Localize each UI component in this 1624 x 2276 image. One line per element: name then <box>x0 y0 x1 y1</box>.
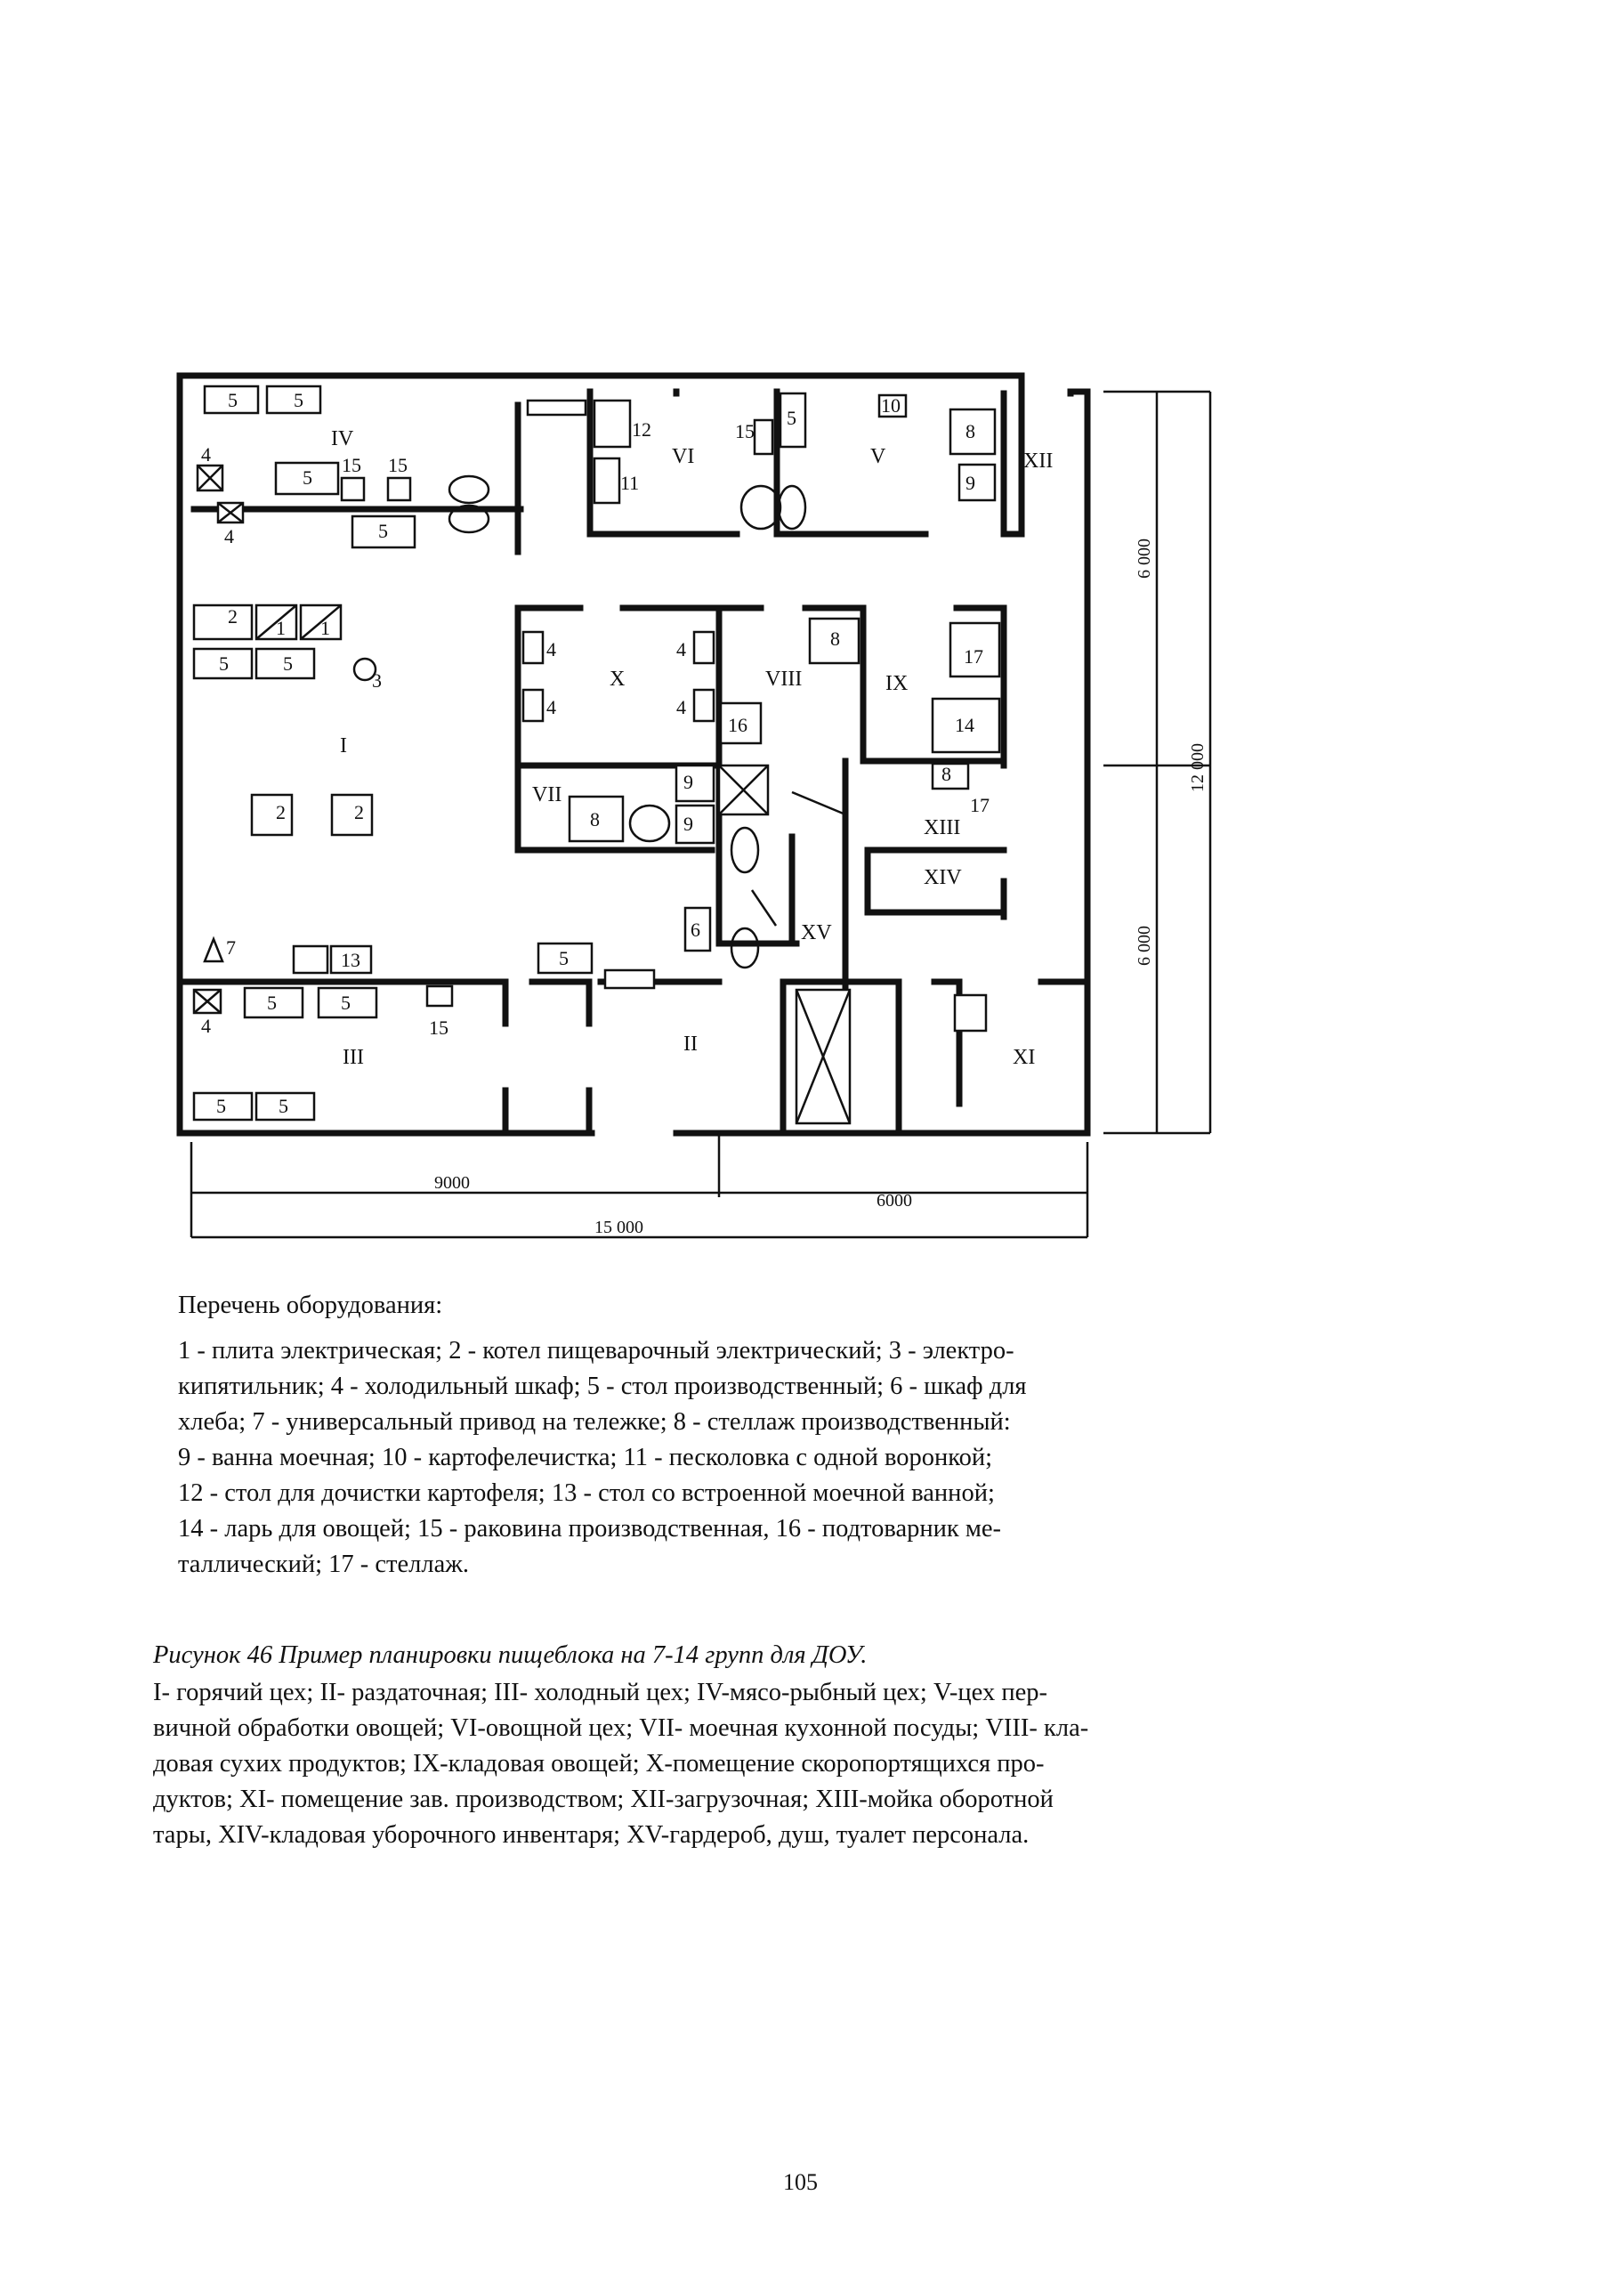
svg-text:17: 17 <box>970 794 990 816</box>
equipment-line: 1 - плита электрическая; 2 - котел пищеварочный электрический; 3 - электро- <box>178 1337 1014 1365</box>
svg-text:5: 5 <box>787 407 796 429</box>
svg-text:4: 4 <box>201 443 211 466</box>
svg-text:9: 9 <box>683 813 693 835</box>
svg-text:5: 5 <box>219 652 229 675</box>
svg-text:4: 4 <box>224 525 234 547</box>
figure-caption-legend <box>153 1675 1088 1853</box>
room-label: V <box>870 445 886 468</box>
equipment-list <box>178 1333 1027 1583</box>
svg-text:8: 8 <box>830 628 840 650</box>
svg-text:4: 4 <box>676 696 686 718</box>
svg-text:1: 1 <box>320 617 330 639</box>
dimension-label: 9000 <box>434 1173 470 1193</box>
svg-text:5: 5 <box>283 652 293 675</box>
svg-text:8: 8 <box>966 420 975 442</box>
svg-text:5: 5 <box>303 466 312 489</box>
svg-text:5: 5 <box>228 389 238 411</box>
room-label: I <box>340 734 347 757</box>
svg-text:2: 2 <box>228 605 238 628</box>
dimension-label: 15 000 <box>594 1218 643 1237</box>
svg-text:17: 17 <box>964 645 983 668</box>
room-label: IV <box>331 427 354 450</box>
room-label: XV <box>801 921 832 944</box>
equipment-line: 12 - стол для дочистки картофеля; 13 - стол со встроенной моечной ванной; <box>178 1479 995 1507</box>
interior-walls <box>180 392 1087 1133</box>
svg-text:3: 3 <box>372 669 382 692</box>
equipment-shapes <box>194 386 999 1123</box>
room-label: IX <box>885 672 909 695</box>
dimension-label: 12 000 <box>1188 743 1208 792</box>
dimension-label: 6000 <box>877 1191 912 1211</box>
svg-text:5: 5 <box>279 1095 288 1117</box>
caption-line: тары, XIV-кладовая уборочного инвентаря; XV-гардероб, душ, туалет персонала. <box>153 1821 1030 1849</box>
room-label: VI <box>672 445 695 468</box>
equipment-line: кипятильник; 4 - холодильный шкаф; 5 - стол производственный; 6 - шкаф для <box>178 1373 1027 1400</box>
svg-text:2: 2 <box>276 801 286 823</box>
svg-text:15: 15 <box>388 454 408 476</box>
svg-text:5: 5 <box>294 389 303 411</box>
svg-text:13: 13 <box>341 949 360 971</box>
equipment-line: 9 - ванна моечная; 10 - картофелечистка; 11 - песколовка с одной воронкой; <box>178 1444 993 1471</box>
svg-text:4: 4 <box>546 638 556 660</box>
room-label: XIII <box>924 816 961 839</box>
svg-text:8: 8 <box>941 763 951 785</box>
room-label: III <box>343 1046 364 1069</box>
svg-text:16: 16 <box>728 714 747 736</box>
equipment-line: хлеба; 7 - универсальный привод на тележке; 8 - стеллаж производственный: <box>178 1408 1011 1436</box>
room-label: XII <box>1023 450 1054 473</box>
svg-text:11: 11 <box>620 472 640 494</box>
svg-text:15: 15 <box>735 420 755 442</box>
svg-text:4: 4 <box>546 696 556 718</box>
svg-text:5: 5 <box>341 992 351 1014</box>
caption-line: I- горячий цех; II- раздаточная; III- холодный цех; IV-мясо-рыбный цех; V-цех пер- <box>153 1679 1047 1706</box>
equipment-line: 14 - ларь для овощей; 15 - раковина производственная, 16 - подтоварник ме- <box>178 1515 1002 1543</box>
svg-text:1: 1 <box>276 617 286 639</box>
equipment-line: таллический; 17 - стеллаж. <box>178 1551 470 1578</box>
svg-text:15: 15 <box>429 1017 448 1039</box>
room-label: VIII <box>765 668 803 691</box>
dimension-label: 6 000 <box>1135 539 1154 579</box>
equipment-heading: Перечень оборудования: <box>178 1292 443 1319</box>
room-label: VII <box>532 783 562 806</box>
svg-text:5: 5 <box>216 1095 226 1117</box>
svg-text:4: 4 <box>201 1015 211 1037</box>
svg-text:6: 6 <box>691 919 700 941</box>
svg-text:9: 9 <box>966 472 975 494</box>
svg-text:14: 14 <box>955 714 974 736</box>
svg-text:15: 15 <box>342 454 361 476</box>
dimension-label: 6 000 <box>1135 926 1154 966</box>
caption-line: довая сухих продуктов; IX-кладовая овощей; X-помещение скоропортящихся про- <box>153 1750 1045 1778</box>
svg-text:8: 8 <box>590 808 600 830</box>
room-label: XI <box>1013 1046 1036 1069</box>
figure-caption-title: Рисунок 46 Пример планировки пищеблока на 7-14 групп для ДОУ. <box>153 1641 868 1669</box>
svg-text:5: 5 <box>378 520 388 542</box>
room-label: XIV <box>924 866 962 889</box>
svg-text:2: 2 <box>354 801 364 823</box>
svg-text:12: 12 <box>632 418 651 441</box>
caption-line: вичной обработки овощей; VI-овощной цех; VII- моечная кухонной посуды; VIII- кла- <box>153 1714 1089 1742</box>
svg-text:5: 5 <box>267 992 277 1014</box>
svg-text:10: 10 <box>881 394 901 417</box>
caption-line: дуктов; XI- помещение зав. производством; XII-загрузочная; XIII-мойка оборотной <box>153 1786 1054 1813</box>
svg-text:7: 7 <box>226 936 236 959</box>
svg-text:4: 4 <box>676 638 686 660</box>
svg-text:5: 5 <box>559 947 569 969</box>
svg-text:9: 9 <box>683 771 693 793</box>
room-label: X <box>610 668 626 691</box>
page-number: 105 <box>783 2169 818 2195</box>
room-label: II <box>683 1033 698 1056</box>
